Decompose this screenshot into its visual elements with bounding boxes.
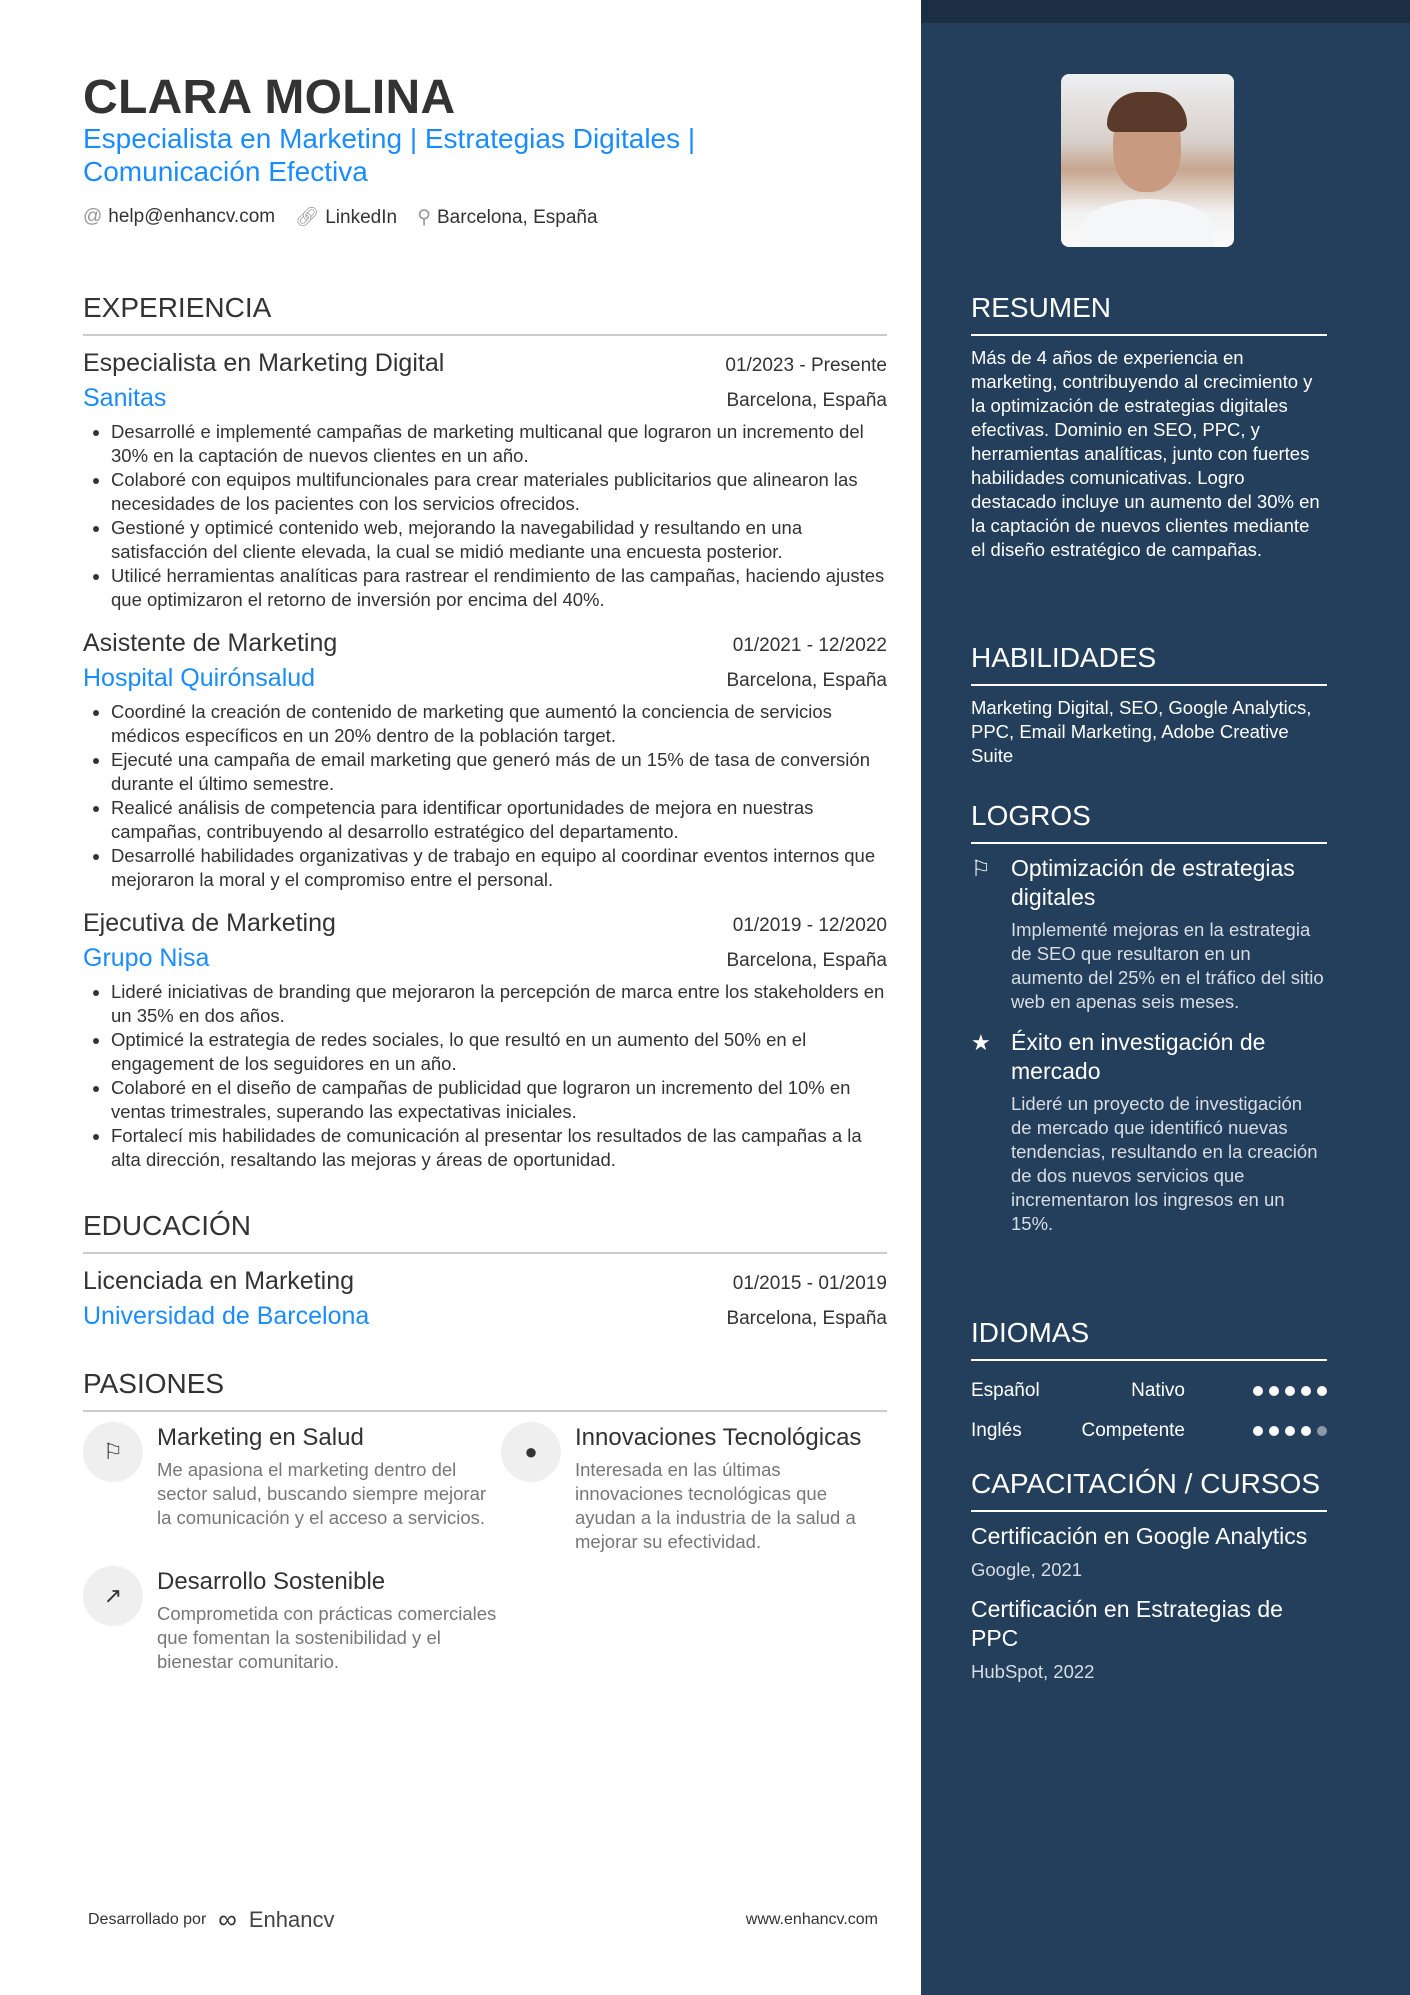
flag-icon: ⚐ (971, 856, 991, 881)
achievement-desc: Implementé mejoras en la estrategia de SEO que resultaron en un aumento del 25% en el tráfico del sitio web en apenas seis meses. (1011, 919, 1324, 1012)
language-name: Español (971, 1380, 1040, 1401)
course-item (971, 1595, 1327, 1683)
job-location: Barcelona, España (726, 390, 887, 411)
passion-title: Marketing en Salud (157, 1424, 364, 1451)
course-provider: HubSpot, 2022 (971, 1661, 1095, 1682)
star-icon: ★ (971, 1030, 991, 1055)
section-heading: CAPACITACIÓN / CURSOS (971, 1468, 1327, 1512)
passion-desc: Comprometida con prácticas comerciales que fomentan la sostenibilidad y el bienestar comunitario. (157, 1603, 497, 1672)
head-brain-icon: ● (501, 1422, 561, 1482)
link-icon: 🔗︎ (295, 207, 320, 228)
passion-item (83, 1422, 501, 1554)
course-provider: Google, 2021 (971, 1559, 1083, 1580)
location-pin-icon: ⚲ (417, 206, 431, 228)
contact-location: ⚲ Barcelona, España (417, 206, 598, 228)
candidate-title: Especialista en Marketing | Estrategias Digitales | Comunicación Efectiva (83, 123, 696, 187)
passion-item (501, 1422, 887, 1554)
candidate-name: CLARA MOLINA (83, 71, 456, 124)
proficiency-dot (1301, 1426, 1311, 1436)
job-title: Asistente de Marketing (83, 629, 338, 657)
job-location: Barcelona, España (726, 950, 887, 971)
job-title: Especialista en Marketing Digital (83, 349, 445, 377)
achievement-item (971, 1028, 1327, 1236)
degree: Licenciada en Marketing (83, 1267, 354, 1295)
achievements-section (971, 800, 1327, 1250)
job-bullet: • Coordiné la creación de contenido de marketing que aumentó la conciencia de servicios médicos específicos en un 20% dentro de la población target. (111, 700, 887, 748)
proficiency-dot (1269, 1426, 1279, 1436)
company: Sanitas (83, 384, 167, 412)
proficiency-dots (1211, 1386, 1327, 1396)
language-level: Nativo (1131, 1380, 1185, 1401)
section-heading: PASIONES (83, 1368, 887, 1412)
course-title: Certificación en Google Analytics (971, 1523, 1308, 1549)
job-bullet: • Lideré iniciativas de branding que mejoraron la percepción de marca entre los stakeholders en un 35% en dos años. (111, 980, 887, 1028)
course-title: Certificación en Estrategias de PPC (971, 1596, 1283, 1651)
achievement-title: Optimización de estrategias digitales (1011, 855, 1295, 910)
education-location: Barcelona, España (726, 1308, 887, 1329)
proficiency-dot (1317, 1386, 1327, 1396)
job-bullet: • Desarrollé habilidades organizativas y de trabajo en equipo al coordinar eventos internos que mejoraron la moral y el compromiso entre el personal. (111, 844, 887, 892)
languages-section (971, 1317, 1327, 1451)
job-entry (83, 346, 887, 612)
job-bullet: • Colaboré con equipos multifuncionales para crear materiales publicitarios que alinearon las necesidades de los pacientes con los servicios ofrecidos. (111, 468, 887, 516)
language-level: Competente (1081, 1420, 1185, 1441)
contact-bar (83, 205, 598, 229)
passion-desc: Me apasiona el marketing dentro del sector salud, buscando siempre mejorar la comunicación y el acceso a servicios. (157, 1459, 487, 1528)
flag-icon: ⚐ (83, 1422, 143, 1482)
job-bullet: • Colaboré en el diseño de campañas de publicidad que lograron un incremento del 10% en ventas trimestrales, superando las expectativas iniciales. (111, 1076, 887, 1124)
summary-text: Más de 4 años de experiencia en marketing, contribuyendo al crecimiento y la optimización de estrategias digitales efectivas. Dominio en SEO, PPC, y herramientas analíticas, junto con fuertes habilidades comunicativas. Logro destacado incluye un aumento del 30% en la captación de nuevos clientes mediante el diseño estratégico de campañas. (971, 347, 1320, 560)
strategy-icon: ↗ (83, 1566, 143, 1626)
job-bullet: • Optimicé la estrategia de redes sociales, lo que resultó en un aumento del 50% en el engagement de los seguidores en un año. (111, 1028, 887, 1076)
footer-url[interactable]: www.enhancv.com (745, 1910, 878, 1928)
company: Grupo Nisa (83, 944, 210, 972)
contact-email[interactable]: @ help@enhancv.com (83, 206, 276, 227)
achievement-item (971, 854, 1327, 1014)
job-bullet: • Desarrollé e implementé campañas de marketing multicanal que lograron un incremento del 30% en la captación de nuevos clientes en un año. (111, 420, 887, 468)
section-heading: LOGROS (971, 800, 1327, 844)
proficiency-dot (1317, 1426, 1327, 1436)
proficiency-dot (1253, 1426, 1263, 1436)
skills-section (971, 642, 1327, 768)
proficiency-dot (1253, 1386, 1263, 1396)
job-bullet: • Ejecuté una campaña de email marketing que generó más de un 15% de tasa de conversión durante el último semestre. (111, 748, 887, 796)
language-name: Inglés (971, 1420, 1022, 1441)
passion-title: Innovaciones Tecnológicas (575, 1424, 862, 1451)
section-heading: HABILIDADES (971, 642, 1327, 686)
job-title: Ejecutiva de Marketing (83, 909, 336, 937)
enhancv-logo-icon: ∞ (218, 1904, 237, 1934)
experience-section (83, 292, 887, 1186)
job-location: Barcelona, España (726, 670, 887, 691)
brand-name: Enhancv (248, 1906, 335, 1932)
passion-desc: Interesada en las últimas innovaciones tecnológicas que ayudan a la industria de la salud a mejorar su efectividad. (575, 1459, 856, 1552)
course-item (971, 1522, 1327, 1581)
top-band (921, 0, 1410, 23)
section-heading: EXPERIENCIA (83, 292, 887, 336)
proficiency-dots (1211, 1426, 1327, 1436)
job-bullet: • Realicé análisis de competencia para identificar oportunidades de mejora en nuestras campañas, contribuyendo al desarrollo estratégico del departamento. (111, 796, 887, 844)
footer (88, 1904, 878, 1935)
passions-section (83, 1368, 887, 1674)
proficiency-dot (1301, 1386, 1311, 1396)
section-heading: IDIOMAS (971, 1317, 1327, 1361)
proficiency-dot (1285, 1426, 1295, 1436)
summary-section (971, 292, 1327, 562)
school: Universidad de Barcelona (83, 1302, 370, 1330)
passion-item (83, 1566, 501, 1674)
skills-text: Marketing Digital, SEO, Google Analytics, PPC, Email Marketing, Adobe Creative Suite (971, 697, 1312, 766)
achievement-desc: Lideré un proyecto de investigación de mercado que identificó nuevas tendencias, resultando en la creación de dos nuevos servicios que incrementaron los ingresos en un 15%. (1011, 1093, 1318, 1234)
job-dates: 01/2021 - 12/2022 (732, 635, 887, 656)
language-item (971, 1371, 1327, 1411)
powered-by-label: Desarrollado por (88, 1910, 207, 1928)
proficiency-dot (1269, 1386, 1279, 1396)
job-bullet: • Gestioné y optimicé contenido web, mejorando la navegabilidad y resultando en una satisfacción del cliente elevada, la cual se midió mediante una encuesta posterior. (111, 516, 887, 564)
job-dates: 01/2023 - Presente (725, 355, 887, 376)
section-heading: EDUCACIÓN (83, 1210, 887, 1254)
achievement-title: Éxito en investigación de mercado (1011, 1029, 1266, 1084)
job-bullet: • Fortalecí mis habilidades de comunicación al presentar los resultados de las campañas a la alta dirección, resaltando las mejoras y áreas de oportunidad. (111, 1124, 887, 1172)
sidebar (921, 0, 1410, 1995)
job-entry (83, 626, 887, 892)
job-dates: 01/2019 - 12/2020 (732, 915, 887, 936)
education-dates: 01/2015 - 01/2019 (732, 1273, 887, 1294)
language-item (971, 1411, 1327, 1451)
courses-section (971, 1468, 1327, 1697)
at-icon: @ (83, 206, 103, 227)
section-heading: RESUMEN (971, 292, 1327, 336)
contact-linkedin[interactable]: 🔗︎ LinkedIn (295, 207, 398, 228)
company: Hospital Quirónsalud (83, 664, 316, 692)
job-bullet: • Utilicé herramientas analíticas para rastrear el rendimiento de las campañas, haciendo ajustes que optimizaron el retorno de inversión por encima del 40%. (111, 564, 887, 612)
passion-title: Desarrollo Sostenible (157, 1568, 386, 1595)
proficiency-dot (1285, 1386, 1295, 1396)
education-section (83, 1210, 887, 1334)
job-entry (83, 906, 887, 1172)
profile-photo (1061, 74, 1234, 247)
